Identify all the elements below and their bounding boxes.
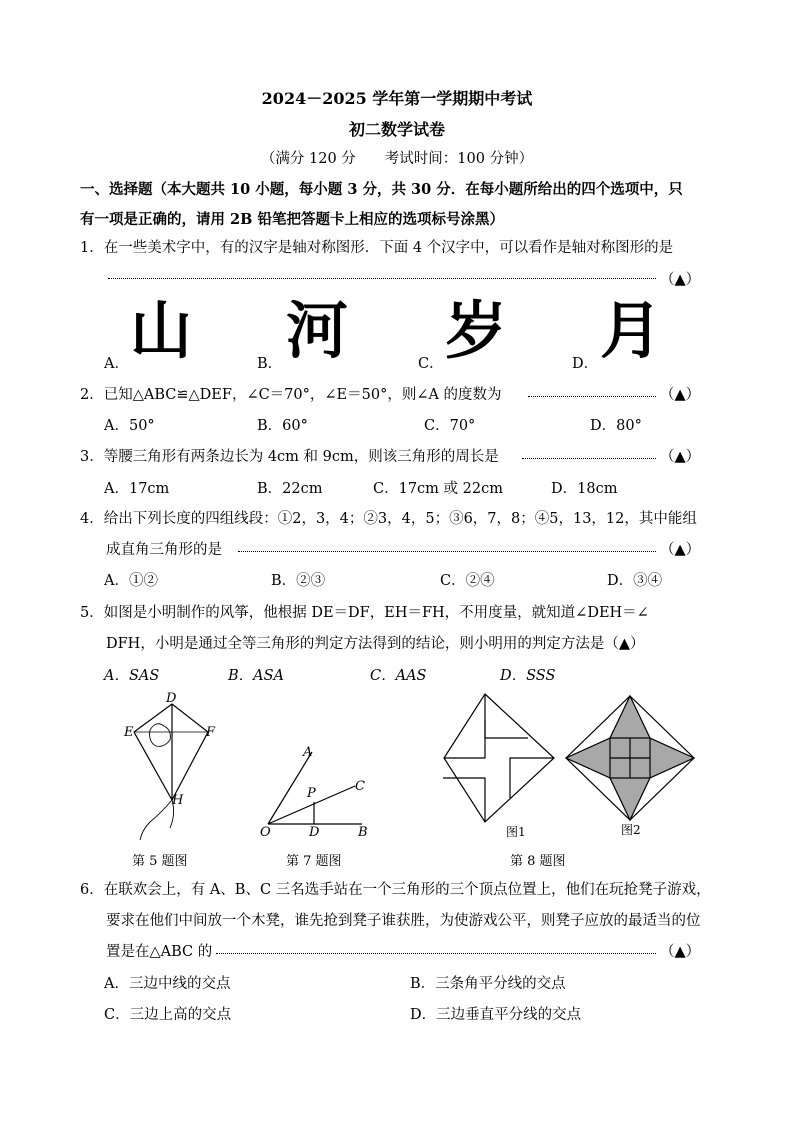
kite-label-d: D	[166, 691, 177, 706]
fig8-caption: 第 8 题图	[510, 854, 566, 869]
kite-outline	[134, 704, 208, 800]
ray-oa	[268, 752, 312, 824]
q1-option-d-char: 月	[600, 294, 663, 367]
q1-option-d-label: D．	[572, 356, 599, 372]
q4-answer-mark: （▲）	[660, 542, 701, 558]
q6-text-line1: 6．在联欢会上，有 A、B、C 三名选手站在一个三角形的三个顶点位置上，他们在玩抢凳子游戏，	[80, 882, 711, 898]
q5-text-line2: DFH，小明是通过全等三角形的判定方法得到的结论，则小明用的判定方法是（▲）	[106, 636, 645, 652]
angle-label-d: D	[309, 825, 320, 840]
q3-leader	[522, 458, 656, 459]
q6-option-d: D．三边垂直平分线的交点	[410, 1007, 582, 1023]
kite-label-f: F	[206, 725, 216, 740]
q5-option-a: A．SAS	[104, 668, 160, 684]
angle-label-a: A	[303, 745, 313, 760]
q2-text: 2．已知△ABC≌△DEF，∠C＝70°，∠E＝50°，则∠A 的度数为	[80, 387, 502, 403]
q6-option-c: C．三边上高的交点	[104, 1007, 232, 1023]
q1-answer-mark: （▲）	[660, 272, 701, 288]
angle-label-c: C	[355, 779, 365, 794]
fig1-caption: 图1	[506, 825, 526, 839]
q5-option-b: B．ASA	[228, 668, 285, 684]
q4-option-b: B．②③	[271, 573, 326, 589]
q1-option-b-char: 河	[286, 294, 349, 367]
q2-answer-mark: （▲）	[660, 387, 701, 403]
q4-option-c: C．②④	[440, 573, 495, 589]
q2-option-d: D．80°	[590, 418, 642, 434]
angle-label-b: B	[358, 825, 368, 840]
fig5-caption: 第 5 题图	[132, 854, 188, 869]
q3-option-b: B．22cm	[257, 481, 323, 497]
q6-text-line2: 要求在他们中间放一个木凳，谁先抢到凳子谁获胜，为使游戏公平，则凳子应放的最适当的位	[106, 913, 701, 929]
fig7-caption: 第 7 题图	[286, 854, 342, 869]
q4-option-a: A．①②	[104, 573, 158, 589]
kite-tail	[140, 800, 172, 840]
q6-option-b: B．三条角平分线的交点	[410, 976, 566, 992]
q1-option-a-char: 山	[130, 294, 193, 367]
exam-info: （满分 120 分 考试时间：100 分钟）	[260, 151, 534, 167]
q3-option-c: C．17cm 或 22cm	[373, 481, 503, 497]
exam-subtitle: 初二数学试卷	[348, 120, 445, 139]
q3-option-a: A．17cm	[104, 481, 170, 497]
q1-leader	[108, 278, 656, 279]
q6-leader	[216, 953, 656, 954]
q1-text: 1．在一些美术字中，有的汉字是轴对称图形．下面 4 个汉字中，可以看作是轴对称图形的是	[80, 240, 674, 256]
section-heading-line2: 有一项是正确的，请用 2B 铅笔把答题卡上相应的选项标号涂黑）	[80, 211, 504, 228]
q6-option-a: A．三边中线的交点	[104, 976, 231, 992]
q5-text-line1: 5．如图是小明制作的风筝，他根据 DE＝DF，EH＝FH，不用度量，就知道∠DEH＝∠	[80, 605, 649, 621]
angle-label-o: O	[260, 825, 271, 840]
q4-text-line2: 成直角三角形的是	[106, 542, 222, 558]
pinwheel-figure-1	[443, 694, 554, 822]
pinwheel-figure-2	[566, 696, 694, 820]
q6-answer-mark: （▲）	[660, 944, 701, 960]
q1-option-c-char: 岁	[445, 294, 508, 367]
q6-text-line3: 置是在△ABC 的	[106, 944, 213, 960]
q4-option-d: D．③④	[607, 573, 663, 589]
kite-figure	[134, 704, 208, 840]
kite-label-e: E	[124, 725, 134, 740]
exam-title: 2024－2025 学年第一学期期中考试	[261, 89, 533, 108]
kite-label-h: H	[172, 793, 184, 808]
q5-option-d: D．SSS	[500, 668, 556, 684]
figures-area	[110, 690, 710, 850]
q4-text-line1: 4．给出下列长度的四组线段：①2，3，4；②3，4，5；③6，7，8；④5，13，12，其中能组	[80, 511, 697, 527]
kite-decoration	[150, 724, 171, 747]
q2-leader	[528, 396, 656, 397]
fig2-caption: 图2	[621, 823, 641, 837]
q5-option-c: C．AAS	[370, 668, 427, 684]
q1-option-a-label: A．	[104, 356, 129, 372]
section-heading-line1: 一、选择题（本大题共 10 小题，每小题 3 分，共 30 分．在每小题所给出的四个选项中，只	[80, 181, 683, 198]
q2-option-a: A．50°	[104, 418, 155, 434]
q4-leader	[238, 551, 656, 552]
angle-label-p: P	[307, 786, 316, 801]
q3-answer-mark: （▲）	[660, 449, 701, 465]
fig1-line-3	[443, 778, 485, 822]
q1-option-b-label: B．	[257, 356, 283, 372]
q3-option-d: D．18cm	[551, 481, 618, 497]
q2-option-b: B．60°	[257, 418, 308, 434]
q2-option-c: C．70°	[424, 418, 476, 434]
q1-option-c-label: C．	[418, 356, 444, 372]
q3-text: 3．等腰三角形有两条边长为 4cm 和 9cm，则该三角形的周长是	[80, 449, 499, 465]
